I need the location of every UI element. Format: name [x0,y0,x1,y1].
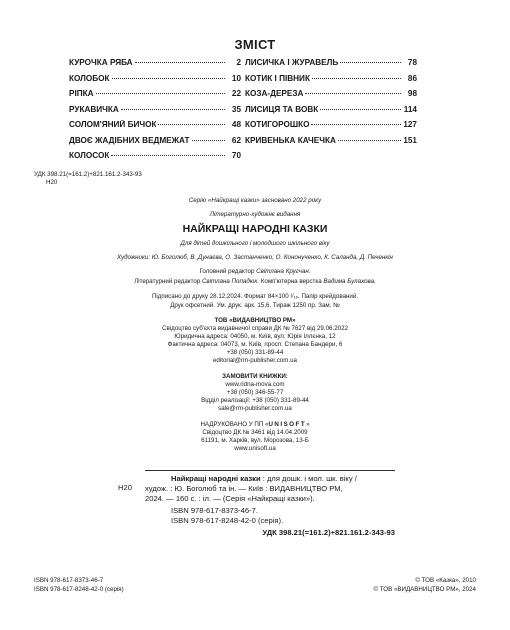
toc-entry-title: ЛИСИЦЯ ТА ВОВК [245,104,319,114]
chief-editor [0,268,510,276]
toc-entry [69,58,241,74]
toc-entry [69,105,241,121]
layout-label: Комп'ютерна верстка [260,278,322,285]
footer-copyright2: © ТОВ «ВИДАВНИЦТВО РМ», 2024 [373,586,476,593]
toc-entry-page: 127 [403,120,417,129]
toc-leader-dots [111,155,225,156]
publisher-cert: Свідоцтво суб'єкта видавничої справи ДК № 7627 від 29.06.2022 [162,325,348,332]
orders-site: www.ridna-mova.com [225,381,285,388]
catalog-divider [145,470,395,471]
toc-entry-page: 114 [403,104,417,114]
toc-entry-page: 86 [407,73,417,83]
orders-title: ЗАМОВИТИ КНИЖКИ: [222,373,288,380]
catalog-line1-rest: : для дошк. і мол. шк. віку / [260,474,357,483]
toc-left-column [69,58,241,167]
book-title: НАЙКРАЩІ НАРОДНІ КАЗКИ [182,223,328,235]
toc-entry [245,89,417,105]
catalog-card [145,474,395,538]
orders-sales: Відділ реалізації: +38 (050) 331-89-44 [201,397,309,404]
toc-entry-title: КОЛОСОК [69,151,110,160]
toc-entry-title: КОТИК І ПІВНИК [245,73,310,83]
toc-leader-dots [112,78,225,79]
toc-entry [245,105,417,121]
toc-entry-title: КОЗА-ДЕРЕЗА [245,89,304,98]
toc-entry-page: 2 [236,58,241,67]
publisher-email: editorial@rm-publisher.com.ua [212,357,297,364]
toc-entry-page: 48 [231,120,241,129]
toc-leader-dots [312,78,401,79]
toc-entry [69,74,241,90]
toc-entry [245,120,417,136]
printer-title-name: UNISOFT [268,421,307,428]
footer-copyright1: © ТОВ «Казка», 2010 [415,577,476,584]
chief-editor-name: Світлана Кругчан. [256,268,311,275]
printer-title-prefix: НАДРУКОВАНО У ПП « [200,421,269,428]
toc-entry-title: СОЛОМ'ЯНИЙ БИЧОК [69,120,157,129]
toc-leader-dots [311,124,401,125]
catalog-udk: УДК 398.21(=161.2)+821.161.2-343-93 [262,528,395,537]
toc-leader-dots [121,109,225,110]
toc-entry-page: 10 [231,73,241,83]
toc-entry-page: 62 [231,135,241,145]
illustrators: Художники: Ю. Боголюб, В. Дунаєва, О. Застанченко, О. Кононученко, К. Саланда, Д. Печенкін [117,254,393,261]
toc-entry-title: КУРОЧКА РЯБА [69,58,133,67]
printer-title-suffix: » [306,421,310,428]
footer-isbn1: ISBN 978-617-8373-46-7 [34,577,104,584]
printer-address: 61191, м. Харків, вул. Морозова, 13-Б [201,437,309,444]
toc-entry-page: 35 [231,104,241,114]
toc-entry-title: РІПКА [69,89,94,98]
publisher-phone: +38 (050) 331-89-44 [226,349,284,356]
literary-editor-label: Літературний редактор [134,278,201,285]
toc-entry-page: 78 [407,58,417,67]
toc-title: ЗМІСТ [234,37,276,52]
toc-leader-dots [96,93,225,94]
orders-email: sale@rm-publisher.com.ua [218,405,292,412]
print-info-line2: Друк офсетний. Ум. друк. арк. 15,6. Тираж 1250 пр. Зам. № [170,302,340,309]
toc-entry-title: РУКАВИЧКА [69,104,119,114]
toc-entry-page: 151 [403,135,417,145]
catalog-line3: 2024. — 160 с. : іл. — (Серія «Найкращі казки»). [145,494,315,503]
audience: Для дітей дошкільного і молодшого шкільного віку [180,240,330,247]
literary-editor-name: Світлана Попадюк. [201,278,260,285]
toc-leader-dots [192,140,225,141]
series-note: Серію «Найкращі казки» засновано 2022 року [188,197,322,204]
edition-type: Літературно-художнє видання [209,211,301,218]
toc-leader-dots [135,62,225,63]
toc-entry-page: 70 [231,151,241,160]
toc-entry [69,120,241,136]
toc-entry [245,74,417,90]
printer-cert: Свідоцтво ДК № 3461 від 14.04.2009 [202,429,308,436]
toc-entry-title: ДВОЄ ЖАДІБНИХ ВЕДМЕЖАТ [69,135,190,145]
toc-leader-dots [320,109,401,110]
layout-name: Вадима Булахова. [323,278,376,285]
catalog-isbn2: ISBN 978-617-8248-42-0 (серія). [171,516,284,525]
toc-entry [69,136,241,152]
publisher-name: ТОВ «ВИДАВНИЦТВО РМ» [214,317,296,324]
catalog-line2: худож. : Ю. Боголюб та ін. — Київ : ВИДАВНИЦТВО РМ, [145,484,343,493]
toc-entry-page: 98 [407,89,417,98]
toc-leader-dots [338,140,401,141]
catalog-line1 [145,474,395,484]
toc-entry [245,58,417,74]
toc-entry-page: 22 [231,89,241,98]
author-mark: Н20 [46,179,58,186]
catalog-isbn1: ISBN 978-617-8373-46-7. [171,506,258,515]
toc-entry-title: КРИВЕНЬКА КАЧЕЧКА [245,135,336,145]
toc-leader-dots [305,93,401,94]
publisher-legal-address: Юридична адреса: 04050, м. Київ, вул. Юрія Іллєнка, 12 [174,333,336,340]
literary-editor [0,278,510,286]
publisher-actual-address: Фактична адреса: 04073, м. Київ, просп. Степана Бандери, 6 [167,341,343,348]
chief-editor-label: Головний редактор [199,268,255,275]
catalog-title: Найкращі народні казки [171,474,261,483]
print-info-line1: Підписано до друку 28.12.2024. Формат 84×100 ¹⁄₁₆. Папір крейдований. [151,293,359,300]
toc-leader-dots [158,124,225,125]
toc-entry [245,136,417,152]
toc-leader-dots [340,62,401,63]
orders-phone: +38 (050) 346-55-77 [226,389,284,396]
toc-entry-title: ЛИСИЧКА І ЖУРАВЕЛЬ [245,58,339,67]
toc-entry [69,151,241,167]
toc-entry-title: КОТИГОРОШКО [245,120,310,129]
printer-title [0,421,510,429]
footer-isbn2: ISBN 978-617-8248-42-0 (серія) [34,586,124,593]
catalog-mark: Н20 [118,483,132,492]
toc-right-column [245,58,417,151]
toc-entry [69,89,241,105]
udk-code: УДК 398.21(=161.2)+821.161.2-343-93 [34,171,142,178]
toc-entry-title: КОЛОБОК [69,73,110,83]
printer-site: www.unisoft.ua [234,445,276,452]
